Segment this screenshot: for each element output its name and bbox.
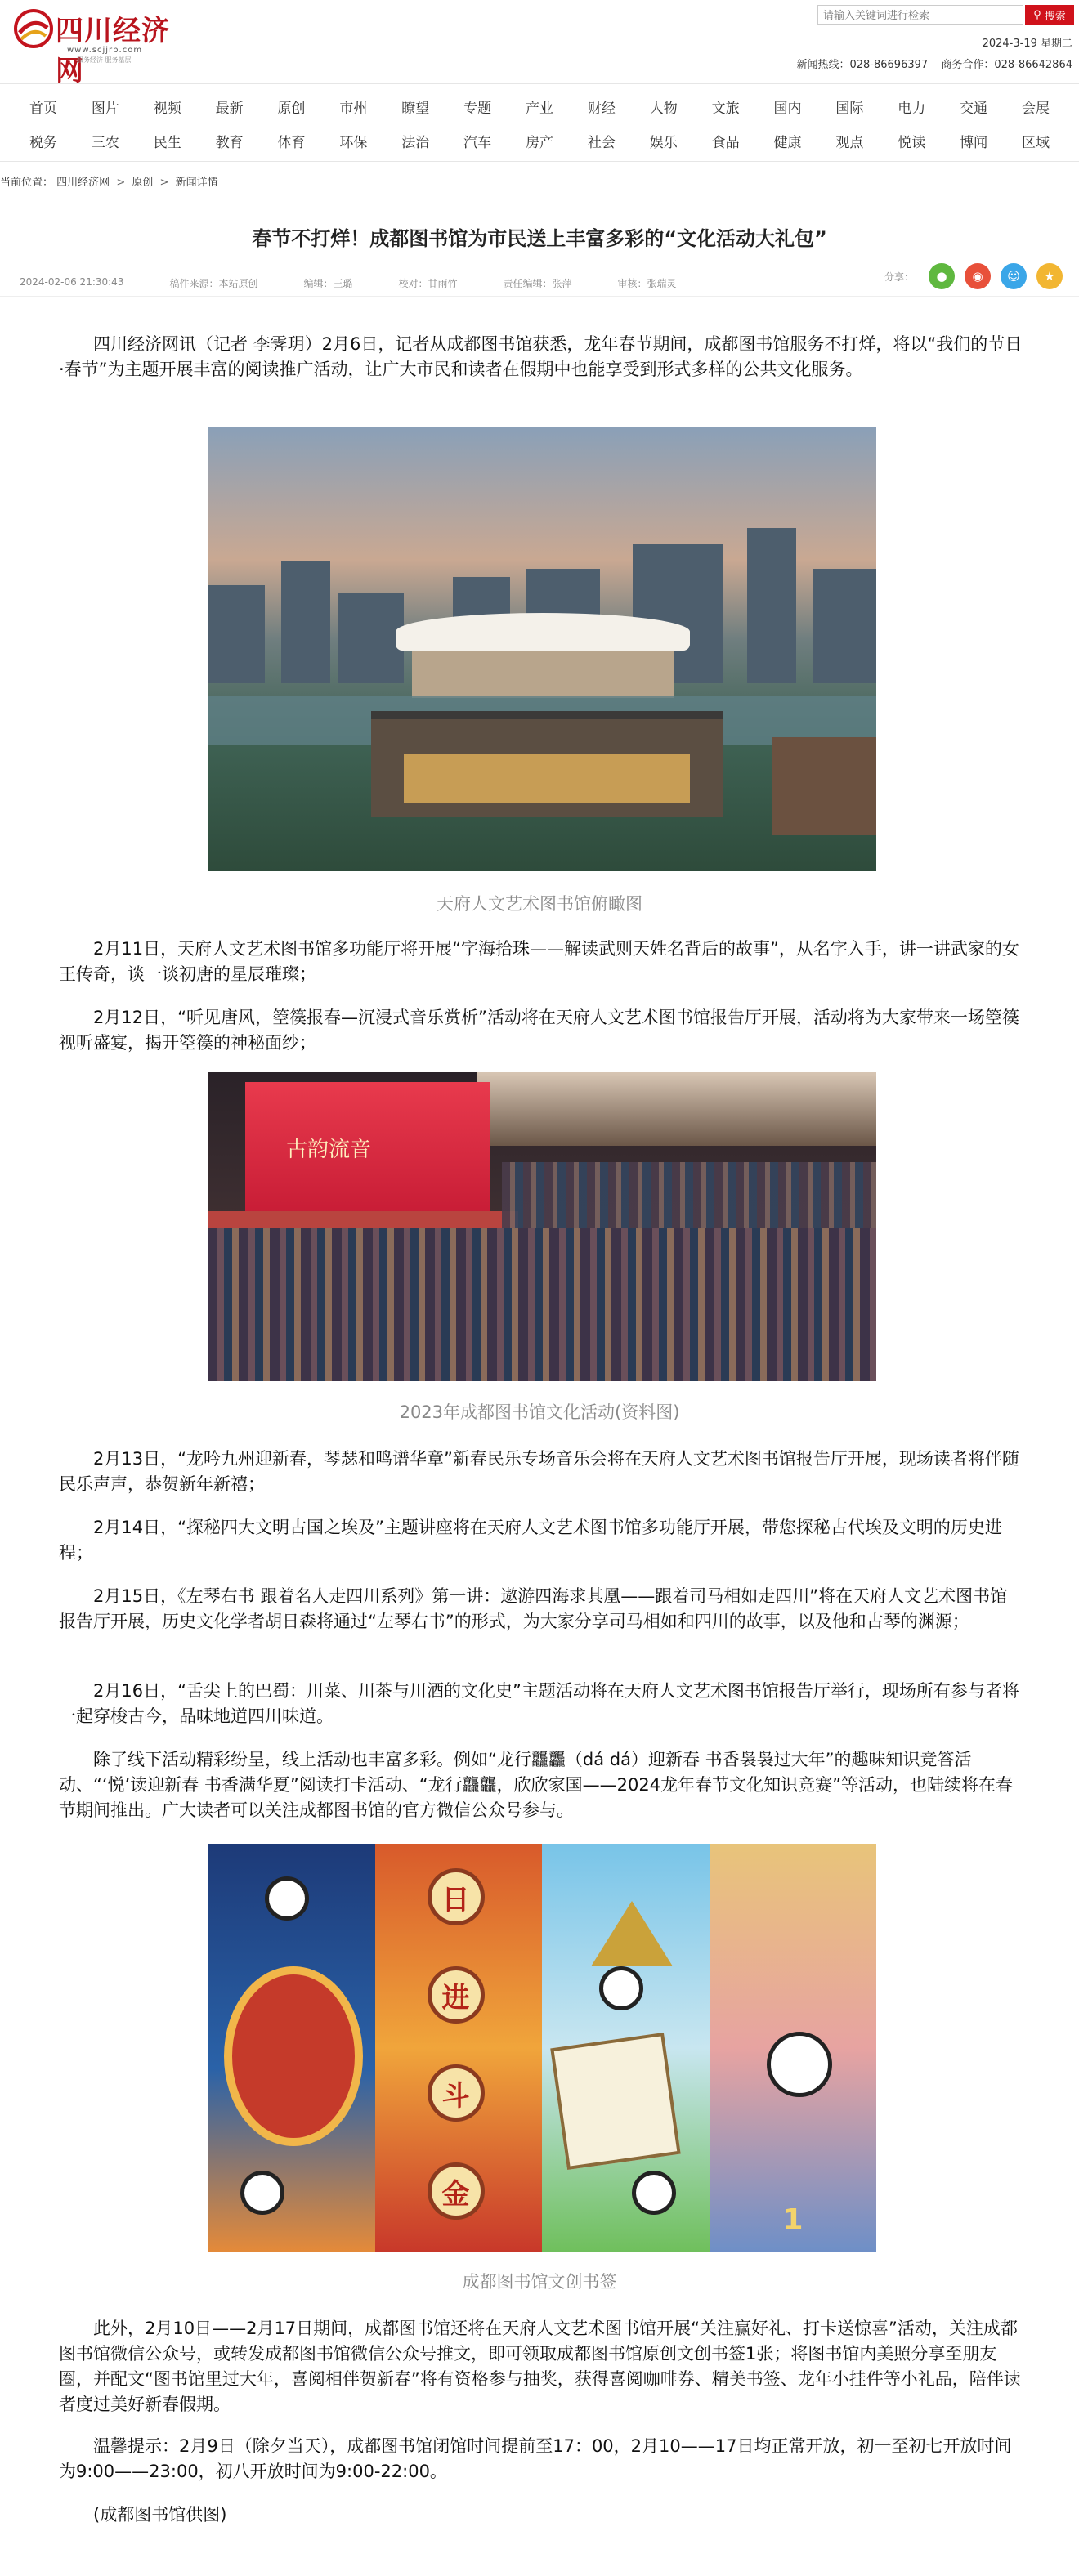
article-paragraph: 2月15日，《左琴右书 跟着名人走四川系列》第一讲：遨游四海求其凰——跟着司马相如走四川”将在天府人文艺术图书馆报告厅开展，历史文化学者胡日森将通过“左琴右书”的形式，为大家分享司马相如和四川的故事，以及他和古琴的渊源； bbox=[59, 1586, 1008, 1631]
bookmarks-photo bbox=[208, 1844, 876, 2252]
nav-item[interactable]: 最新 bbox=[215, 100, 244, 117]
site-header bbox=[0, 0, 1079, 87]
article-chief-editor: 责任编辑：张萍 bbox=[503, 278, 572, 289]
article-source: 稿件来源：本站原创 bbox=[169, 278, 258, 289]
panda-illustration bbox=[632, 2171, 676, 2215]
bookmark-char: 日 bbox=[428, 1868, 485, 1925]
building-lights bbox=[404, 754, 690, 803]
library-roof bbox=[396, 613, 690, 651]
panda-illustration bbox=[767, 2032, 832, 2097]
article-paragraph: 2月14日，“探秘四大文明古国之埃及”主题讲座将在天府人文艺术图书馆多功能厅开展，带您探秘古代埃及文明的历史进程； bbox=[59, 1518, 1002, 1563]
wizard-hat-illustration bbox=[591, 1901, 673, 1966]
nav-item[interactable]: 人物 bbox=[649, 100, 678, 117]
building-shape bbox=[338, 593, 404, 683]
audience bbox=[208, 1228, 876, 1381]
nav-item[interactable]: 会展 bbox=[1022, 100, 1050, 117]
bookmark-panda bbox=[710, 1844, 877, 2252]
qq-share-icon[interactable]: ☺ bbox=[1001, 263, 1027, 289]
nav-item[interactable]: 专题 bbox=[463, 100, 492, 117]
article-paragraph: 除了线下活动精彩纷呈，线上活动也丰富多彩。例如“龙行龘龘（dá dá）迎新春 书香袅袅过大年”的趣味知识竞答活动、“‘悦’读迎新春 书香满华夏”阅读打卡活动、“龙行龘龘，欣欣家国——2024龙年春节文化知识竞赛”等活动，也陆续将在春节期间推出。广大读者可以关注成都图书馆的官方微信公众号参与。 bbox=[59, 1750, 1013, 1820]
nav-item[interactable]: 社会 bbox=[587, 134, 616, 151]
photo-caption: 2023年成都图书馆文化活动(资料图) bbox=[399, 1402, 680, 1422]
publish-time: 2024-02-06 21:30:43 bbox=[20, 276, 124, 288]
article-paragraph: 温馨提示：2月9日（除夕当天），成都图书馆闭馆时间提前至17：00，2月10——17日均正常开放，初一至初七开放时间为9:00——23:00，初八开放时间为9:00-22:00。 bbox=[59, 2436, 1012, 2481]
library-hall bbox=[412, 649, 674, 698]
article-paragraph: (成都图书馆供图) bbox=[93, 2505, 227, 2525]
share-bar bbox=[884, 263, 1063, 289]
nav-item[interactable]: 娱乐 bbox=[649, 134, 678, 151]
business-contact: 商务合作：028-86642864 bbox=[941, 59, 1072, 71]
library-aerial-photo bbox=[208, 427, 876, 871]
nav-item[interactable]: 汽车 bbox=[463, 134, 492, 151]
nav-item[interactable]: 电力 bbox=[898, 100, 926, 117]
nav-item[interactable]: 交通 bbox=[960, 100, 988, 117]
bookmark-reading bbox=[542, 1844, 710, 2252]
nav-item[interactable]: 房产 bbox=[526, 134, 553, 151]
nav-item[interactable]: 健康 bbox=[773, 134, 802, 151]
building-shape bbox=[747, 528, 796, 683]
article-paragraph: 2月16日，“舌尖上的巴蜀：川菜、川茶与川酒的文化史”主题活动将在天府人文艺术图书馆报告厅举行，现场所有参与者将一起穿梭古今，品味地道四川味道。 bbox=[59, 1681, 1019, 1726]
logo-text: 四川经济网 bbox=[56, 15, 170, 87]
building-shape bbox=[208, 585, 265, 683]
stage-screen-text: 古韵流音 bbox=[286, 1138, 372, 1162]
bookmark-char: 进 bbox=[428, 1966, 485, 2024]
nav-item[interactable]: 文旅 bbox=[711, 100, 740, 117]
nav-item[interactable]: 国内 bbox=[773, 100, 802, 117]
dragon-illustration bbox=[224, 1966, 363, 2146]
breadcrumb-separator: > bbox=[159, 177, 169, 189]
meta-divider bbox=[0, 296, 1079, 297]
nav-item[interactable]: 食品 bbox=[711, 134, 740, 151]
article-editor: 编辑：王璐 bbox=[303, 278, 353, 289]
nav-item[interactable]: 首页 bbox=[29, 100, 57, 117]
bookmark-char: 金 bbox=[428, 2162, 485, 2220]
nav-item[interactable]: 市州 bbox=[339, 100, 368, 117]
search-button-label: 搜索 bbox=[1044, 9, 1066, 22]
article-paragraph: 四川经济网讯（记者 李霁玥）2月6日，记者从成都图书馆获悉，龙年春节期间，成都图书馆服务不打烊，将以“我们的节日·春节”为主题开展丰富的阅读推广活动，让广大市民和读者在假期中也能享受到形式多样的公共文化服务。 bbox=[59, 334, 1023, 379]
nav-item[interactable]: 产业 bbox=[526, 100, 553, 117]
bookmark-number: 1 bbox=[782, 2203, 804, 2237]
photo-caption: 成都图书馆文创书签 bbox=[462, 2272, 617, 2292]
nav-item[interactable]: 瞭望 bbox=[401, 100, 430, 117]
nav-item[interactable]: 图片 bbox=[91, 100, 119, 117]
news-hotline: 新闻热线：028-86696397 bbox=[796, 59, 929, 71]
contact-info bbox=[786, 56, 1072, 71]
nav-item[interactable]: 原创 bbox=[277, 100, 306, 117]
nav-item[interactable]: 法治 bbox=[401, 134, 430, 151]
article-proofreader: 校对：甘雨竹 bbox=[398, 278, 458, 289]
main-nav bbox=[0, 83, 1079, 162]
nav-item[interactable]: 体育 bbox=[277, 134, 306, 151]
nav-item[interactable]: 财经 bbox=[587, 100, 616, 117]
building-shape bbox=[813, 569, 876, 683]
nav-item[interactable]: 悦读 bbox=[898, 134, 926, 151]
logo-url: www.scjjrb.com bbox=[67, 46, 143, 55]
nav-item[interactable]: 环保 bbox=[339, 134, 368, 151]
nav-item[interactable]: 国际 bbox=[835, 100, 864, 117]
nav-row-2 bbox=[0, 123, 1079, 158]
article-paragraph: 此外，2月10日——2月17日期间，成都图书馆还将在天府人文艺术图书馆开展“关注赢好礼、打卡送惊喜”活动，关注成都图书馆微信公众号，或转发成都图书馆微信公众号推文，即可领取成都图书馆原创文创书签1张；将图书馆内美照分享至朋友圈，并配文“图书馆里过大年，喜阅相伴贺新春”将有资格参与抽奖，获得喜阅咖啡券、精美书签、龙年小挂件等小礼品，陪伴读者度过美好新春假期。 bbox=[59, 2319, 1021, 2414]
nav-item[interactable]: 税务 bbox=[29, 134, 57, 151]
current-date: 2024-3-19 星期二 bbox=[982, 38, 1072, 50]
logo-slogan: 服务经济 服务基层 bbox=[77, 56, 132, 64]
article-paragraph: 2月13日，“龙吟九州迎新春，琴瑟和鸣谱华章”新春民乐专场音乐会将在天府人文艺术图书馆报告厅开展，现场读者将伴随民乐声声，恭贺新年新禧； bbox=[59, 1449, 1019, 1494]
panda-illustration bbox=[599, 1966, 643, 2010]
wechat-share-icon[interactable]: ● bbox=[929, 263, 955, 289]
nav-item[interactable]: 视频 bbox=[153, 100, 181, 117]
nav-item[interactable]: 区域 bbox=[1022, 134, 1050, 151]
article-reviewer: 审核：张瑞灵 bbox=[617, 278, 677, 289]
panda-illustration bbox=[265, 1876, 309, 1921]
auditorium-photo bbox=[208, 1072, 876, 1381]
logo-emblem-icon bbox=[13, 8, 54, 49]
article-paragraph: 2月11日，天府人文艺术图书馆多功能厅将开展“字海拾珠——解读武则天姓名背后的故事”，从名字入手，讲一讲武家的女王传奇，谈一谈初唐的星辰璀璨； bbox=[59, 939, 1019, 984]
side-building bbox=[772, 737, 876, 835]
auditorium-ceiling bbox=[477, 1072, 876, 1146]
breadcrumb-item-current: 新闻详情 bbox=[175, 177, 218, 189]
building-shape bbox=[281, 561, 330, 683]
panda-illustration bbox=[240, 2171, 284, 2215]
site-logo[interactable] bbox=[13, 7, 193, 87]
nav-item[interactable]: 三农 bbox=[91, 134, 119, 151]
photo-caption: 天府人文艺术图书馆俯瞰图 bbox=[437, 894, 642, 914]
bookmark-dragon bbox=[208, 1844, 375, 2252]
search-button[interactable] bbox=[1025, 5, 1074, 25]
nav-item[interactable]: 民生 bbox=[153, 134, 181, 151]
weibo-share-icon[interactable]: ◉ bbox=[965, 263, 991, 289]
nav-item[interactable]: 博闻 bbox=[960, 134, 988, 151]
nav-item[interactable]: 观点 bbox=[835, 134, 864, 151]
bookmark-fortune bbox=[375, 1844, 543, 2252]
breadcrumb-item-home[interactable]: 四川经济网 bbox=[56, 177, 110, 189]
breadcrumb-separator: > bbox=[116, 177, 126, 189]
article-meta bbox=[20, 276, 677, 290]
bookmark-char: 斗 bbox=[428, 2064, 485, 2122]
breadcrumb bbox=[0, 173, 218, 189]
article-paragraph: 2月12日，“听见唐风，箜篌报春—沉浸式音乐赏析”活动将在天府人文艺术图书馆报告厅开展，活动将为大家带来一场箜篌视听盛宴，揭开箜篌的神秘面纱； bbox=[59, 1008, 1019, 1053]
nav-item[interactable]: 教育 bbox=[215, 134, 244, 151]
qzone-share-icon[interactable]: ★ bbox=[1036, 263, 1063, 289]
breadcrumb-label: 当前位置： bbox=[0, 177, 54, 189]
search-icon: ⚲ bbox=[1033, 8, 1041, 20]
nav-row-1 bbox=[0, 89, 1079, 123]
book-illustration bbox=[550, 2033, 681, 2170]
share-label: 分享： bbox=[884, 271, 915, 283]
breadcrumb-item-original[interactable]: 原创 bbox=[132, 177, 154, 189]
article-title: 春节不打烊！成都图书馆为市民送上丰富多彩的“文化活动大礼包” bbox=[252, 227, 827, 250]
search-input[interactable] bbox=[817, 5, 1023, 25]
